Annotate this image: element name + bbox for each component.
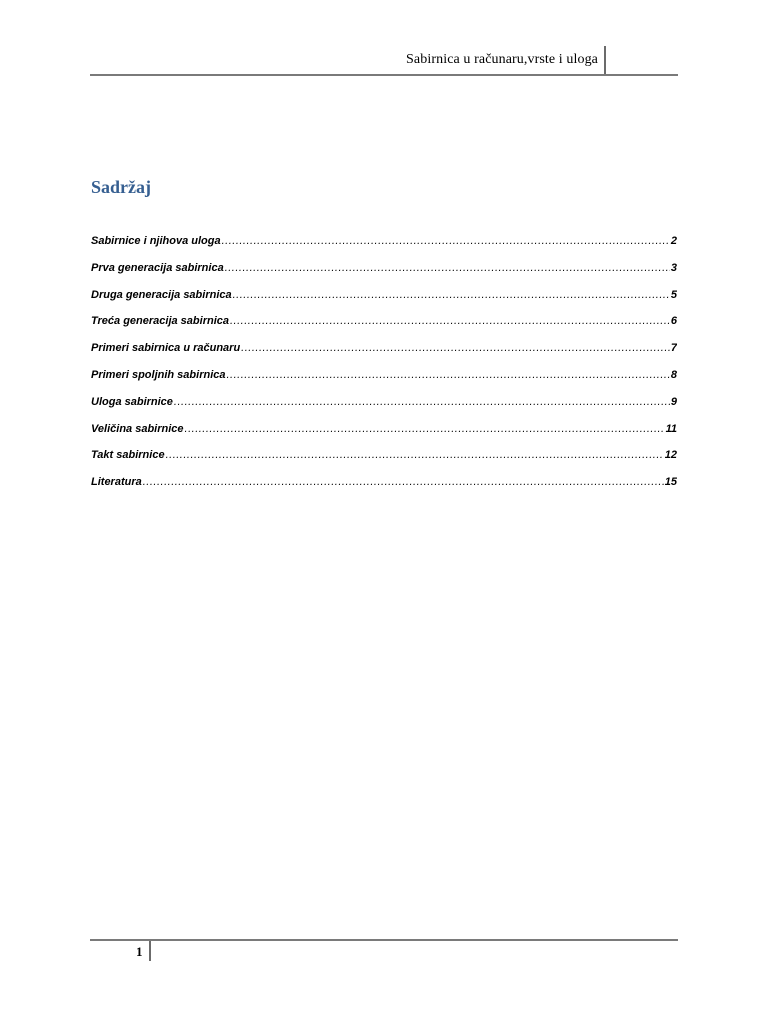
toc-entry-page: 7 xyxy=(670,342,677,355)
toc-entry[interactable] xyxy=(91,342,677,369)
toc-entry-label: Takt sabirnice xyxy=(91,449,165,462)
header-rule xyxy=(90,74,678,76)
toc-leader xyxy=(143,476,664,488)
toc-entry[interactable] xyxy=(91,396,677,423)
toc-entry-label: Veličina sabirnice xyxy=(91,422,184,435)
toc-entry-label: Druga generacija sabirnica xyxy=(91,288,232,301)
toc-entry[interactable] xyxy=(91,289,677,316)
toc-leader xyxy=(225,262,670,274)
page-header xyxy=(90,44,678,76)
toc-entry-page: 15 xyxy=(664,476,677,489)
toc-entry-page: 8 xyxy=(670,368,677,381)
toc-leader xyxy=(241,342,670,354)
toc-entry-label: Primeri sabirnica u računaru xyxy=(91,342,241,355)
toc-entry-label: Prva generacija sabirnica xyxy=(91,261,224,274)
toc-leader xyxy=(233,289,670,301)
toc-entry-label: Sabirnice i njihova uloga xyxy=(91,235,221,247)
toc-entry-label: Uloga sabirnice xyxy=(91,395,173,408)
header-divider xyxy=(604,46,606,74)
toc-entry[interactable] xyxy=(91,262,677,289)
toc-entry[interactable] xyxy=(91,235,677,262)
footer-divider xyxy=(149,941,151,961)
header-title: Sabirnica u računaru,vrste i uloga xyxy=(406,52,598,67)
toc-entry[interactable] xyxy=(91,423,677,450)
toc-leader xyxy=(222,235,670,247)
page-number: 1 xyxy=(136,944,143,959)
toc-entry-page: 6 xyxy=(670,315,677,328)
toc-leader xyxy=(174,396,670,408)
toc-entry[interactable] xyxy=(91,369,677,396)
toc-entry-page: 11 xyxy=(665,422,677,435)
toc-entry-page: 9 xyxy=(670,395,677,408)
toc-entry-page: 12 xyxy=(664,449,677,462)
toc-heading: Sadržaj xyxy=(91,177,151,197)
toc-leader xyxy=(230,315,670,327)
toc-entry-label: Literatura xyxy=(91,476,142,489)
toc-leader xyxy=(185,423,665,435)
toc-entry-page: 2 xyxy=(670,235,677,247)
toc-entry-label: Treća generacija sabirnica xyxy=(91,315,229,328)
toc-entry[interactable] xyxy=(91,476,677,503)
toc-entry-page: 3 xyxy=(670,261,677,274)
toc-leader xyxy=(227,369,670,381)
toc-leader xyxy=(166,449,664,461)
table-of-contents xyxy=(91,235,677,503)
toc-entry-page: 5 xyxy=(670,288,677,301)
toc-entry[interactable] xyxy=(91,315,677,342)
toc-entry-label: Primeri spoljnih sabirnica xyxy=(91,368,226,381)
footer-rule xyxy=(90,939,678,941)
toc-entry[interactable] xyxy=(91,449,677,476)
page-footer xyxy=(90,939,678,963)
